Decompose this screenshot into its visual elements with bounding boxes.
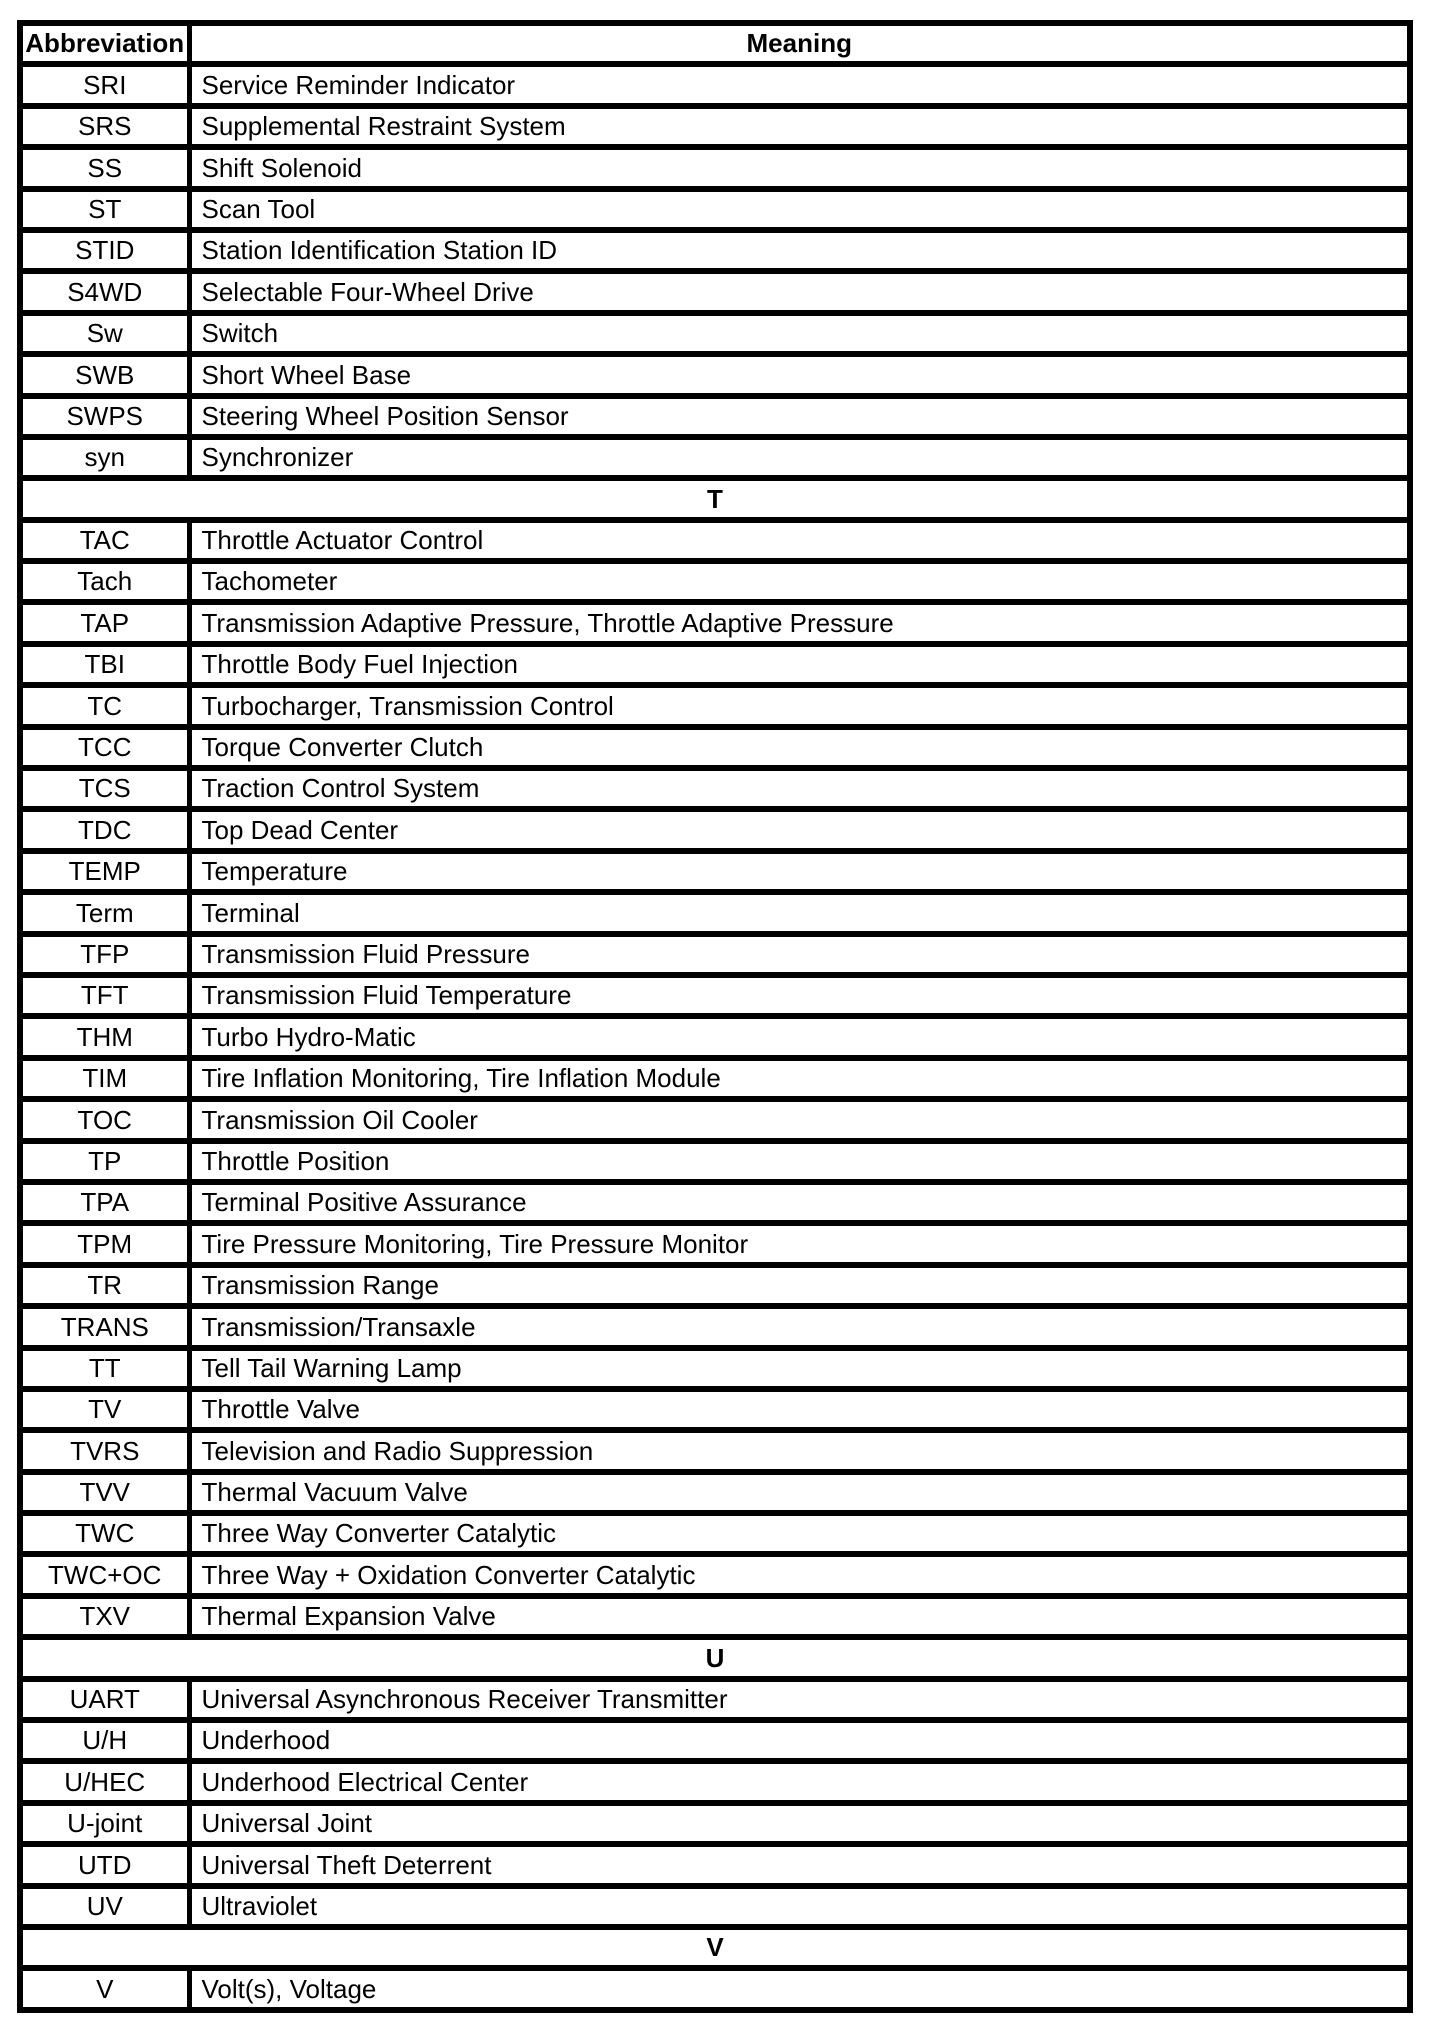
meaning-cell: Top Dead Center xyxy=(189,809,1410,850)
abbreviation-cell: TFP xyxy=(20,934,189,975)
section-row xyxy=(20,1637,1410,1678)
table-row xyxy=(20,271,1410,312)
abbreviation-cell: TWC xyxy=(20,1513,189,1554)
table-row xyxy=(20,1596,1410,1637)
meaning-cell: Throttle Actuator Control xyxy=(189,520,1410,561)
table-row xyxy=(20,1472,1410,1513)
meaning-cell: Throttle Position xyxy=(189,1141,1410,1182)
table-row xyxy=(20,768,1410,809)
meaning-cell: Station Identification Station ID xyxy=(189,230,1410,271)
meaning-cell: Torque Converter Clutch xyxy=(189,727,1410,768)
meaning-cell: Thermal Vacuum Valve xyxy=(189,1472,1410,1513)
table-row xyxy=(20,1099,1410,1140)
abbreviation-cell: TVRS xyxy=(20,1430,189,1471)
meaning-cell: Ultraviolet xyxy=(189,1886,1410,1927)
meaning-cell: Transmission Fluid Pressure xyxy=(189,934,1410,975)
meaning-cell: Terminal Positive Assurance xyxy=(189,1182,1410,1223)
meaning-cell: Switch xyxy=(189,313,1410,354)
meaning-column-header: Meaning xyxy=(189,23,1410,64)
section-row xyxy=(20,1927,1410,1968)
abbreviation-cell: TFT xyxy=(20,975,189,1016)
meaning-cell: Transmission Oil Cooler xyxy=(189,1099,1410,1140)
abbreviation-cell: THM xyxy=(20,1016,189,1057)
abbreviation-cell: TC xyxy=(20,685,189,726)
abbreviation-cell: TAP xyxy=(20,602,189,643)
table-row xyxy=(20,106,1410,147)
abbreviation-cell: UV xyxy=(20,1886,189,1927)
abbreviation-table xyxy=(17,20,1413,2013)
abbreviation-cell: TV xyxy=(20,1389,189,1430)
meaning-cell: Shift Solenoid xyxy=(189,147,1410,188)
abbreviation-cell: TP xyxy=(20,1141,189,1182)
table-row xyxy=(20,1141,1410,1182)
table-row xyxy=(20,685,1410,726)
table-row xyxy=(20,892,1410,933)
section-row xyxy=(20,478,1410,519)
meaning-cell: Tire Inflation Monitoring, Tire Inflation Module xyxy=(189,1058,1410,1099)
table-row xyxy=(20,520,1410,561)
meaning-cell: Traction Control System xyxy=(189,768,1410,809)
table-row xyxy=(20,644,1410,685)
meaning-cell: Television and Radio Suppression xyxy=(189,1430,1410,1471)
meaning-cell: Transmission Adaptive Pressure, Throttle Adaptive Pressure xyxy=(189,602,1410,643)
meaning-cell: Transmission Range xyxy=(189,1265,1410,1306)
abbreviation-cell: UTD xyxy=(20,1844,189,1885)
table-row xyxy=(20,437,1410,478)
table-row xyxy=(20,1720,1410,1761)
abbreviation-cell: TPA xyxy=(20,1182,189,1223)
meaning-cell: Underhood xyxy=(189,1720,1410,1761)
abbreviation-column-header: Abbreviation xyxy=(20,23,189,64)
meaning-cell: Universal Asynchronous Receiver Transmitter xyxy=(189,1679,1410,1720)
section-letter: T xyxy=(20,478,1410,519)
table-row xyxy=(20,1968,1410,2009)
table-row xyxy=(20,1223,1410,1264)
abbreviation-cell: TXV xyxy=(20,1596,189,1637)
abbreviation-table-body xyxy=(20,64,1410,2009)
abbreviation-cell: TR xyxy=(20,1265,189,1306)
table-row xyxy=(20,1306,1410,1347)
meaning-cell: Tachometer xyxy=(189,561,1410,602)
meaning-cell: Selectable Four-Wheel Drive xyxy=(189,271,1410,312)
table-row xyxy=(20,230,1410,271)
meaning-cell: Three Way Converter Catalytic xyxy=(189,1513,1410,1554)
table-row xyxy=(20,354,1410,395)
meaning-cell: Scan Tool xyxy=(189,189,1410,230)
table-row xyxy=(20,975,1410,1016)
abbreviation-cell: TVV xyxy=(20,1472,189,1513)
abbreviation-cell: TCC xyxy=(20,727,189,768)
table-row xyxy=(20,1430,1410,1471)
abbreviation-cell: STID xyxy=(20,230,189,271)
table-row xyxy=(20,1844,1410,1885)
abbreviation-cell: SRI xyxy=(20,64,189,105)
table-row xyxy=(20,1554,1410,1595)
meaning-cell: Throttle Valve xyxy=(189,1389,1410,1430)
meaning-cell: Steering Wheel Position Sensor xyxy=(189,396,1410,437)
table-row xyxy=(20,1513,1410,1554)
meaning-cell: Supplemental Restraint System xyxy=(189,106,1410,147)
abbreviation-cell: UART xyxy=(20,1679,189,1720)
table-header-row xyxy=(20,23,1410,64)
abbreviation-cell: SS xyxy=(20,147,189,188)
table-row xyxy=(20,809,1410,850)
abbreviation-cell: V xyxy=(20,1968,189,2009)
table-row xyxy=(20,1389,1410,1430)
abbreviation-cell: TWC+OC xyxy=(20,1554,189,1595)
table-row xyxy=(20,1886,1410,1927)
meaning-cell: Throttle Body Fuel Injection xyxy=(189,644,1410,685)
meaning-cell: Three Way + Oxidation Converter Catalytic xyxy=(189,1554,1410,1595)
abbreviation-cell: TBI xyxy=(20,644,189,685)
meaning-cell: Tell Tail Warning Lamp xyxy=(189,1348,1410,1389)
meaning-cell: Turbocharger, Transmission Control xyxy=(189,685,1410,726)
table-row xyxy=(20,396,1410,437)
abbreviation-cell: U/H xyxy=(20,1720,189,1761)
abbreviation-cell: TCS xyxy=(20,768,189,809)
table-row xyxy=(20,1679,1410,1720)
meaning-cell: Volt(s), Voltage xyxy=(189,1968,1410,2009)
table-row xyxy=(20,1803,1410,1844)
table-row xyxy=(20,561,1410,602)
abbreviation-cell: Sw xyxy=(20,313,189,354)
table-row xyxy=(20,851,1410,892)
table-row xyxy=(20,934,1410,975)
abbreviation-cell: TT xyxy=(20,1348,189,1389)
meaning-cell: Turbo Hydro-Matic xyxy=(189,1016,1410,1057)
meaning-cell: Universal Joint xyxy=(189,1803,1410,1844)
abbreviation-cell: U/HEC xyxy=(20,1761,189,1802)
abbreviation-cell: SRS xyxy=(20,106,189,147)
table-row xyxy=(20,727,1410,768)
abbreviation-cell: TDC xyxy=(20,809,189,850)
meaning-cell: Tire Pressure Monitoring, Tire Pressure Monitor xyxy=(189,1223,1410,1264)
meaning-cell: Underhood Electrical Center xyxy=(189,1761,1410,1802)
table-row xyxy=(20,313,1410,354)
abbreviation-cell: TIM xyxy=(20,1058,189,1099)
abbreviation-cell: TEMP xyxy=(20,851,189,892)
meaning-cell: Terminal xyxy=(189,892,1410,933)
abbreviation-cell: S4WD xyxy=(20,271,189,312)
table-row xyxy=(20,1265,1410,1306)
abbreviation-cell: syn xyxy=(20,437,189,478)
table-row xyxy=(20,189,1410,230)
section-letter: V xyxy=(20,1927,1410,1968)
abbreviation-cell: SWPS xyxy=(20,396,189,437)
abbreviation-cell: TRANS xyxy=(20,1306,189,1347)
table-row xyxy=(20,1058,1410,1099)
abbreviation-cell: Term xyxy=(20,892,189,933)
meaning-cell: Transmission/Transaxle xyxy=(189,1306,1410,1347)
table-row xyxy=(20,1182,1410,1223)
abbreviation-cell: TOC xyxy=(20,1099,189,1140)
table-row xyxy=(20,602,1410,643)
table-row xyxy=(20,1761,1410,1802)
abbreviation-cell: SWB xyxy=(20,354,189,395)
meaning-cell: Transmission Fluid Temperature xyxy=(189,975,1410,1016)
table-row xyxy=(20,147,1410,188)
abbreviation-cell: TAC xyxy=(20,520,189,561)
abbreviation-cell: TPM xyxy=(20,1223,189,1264)
abbreviation-cell: Tach xyxy=(20,561,189,602)
abbreviation-cell: ST xyxy=(20,189,189,230)
meaning-cell: Thermal Expansion Valve xyxy=(189,1596,1410,1637)
meaning-cell: Synchronizer xyxy=(189,437,1410,478)
meaning-cell: Universal Theft Deterrent xyxy=(189,1844,1410,1885)
meaning-cell: Service Reminder Indicator xyxy=(189,64,1410,105)
table-row xyxy=(20,1016,1410,1057)
table-row xyxy=(20,1348,1410,1389)
meaning-cell: Temperature xyxy=(189,851,1410,892)
abbreviation-cell: U-joint xyxy=(20,1803,189,1844)
section-letter: U xyxy=(20,1637,1410,1678)
table-row xyxy=(20,64,1410,105)
meaning-cell: Short Wheel Base xyxy=(189,354,1410,395)
